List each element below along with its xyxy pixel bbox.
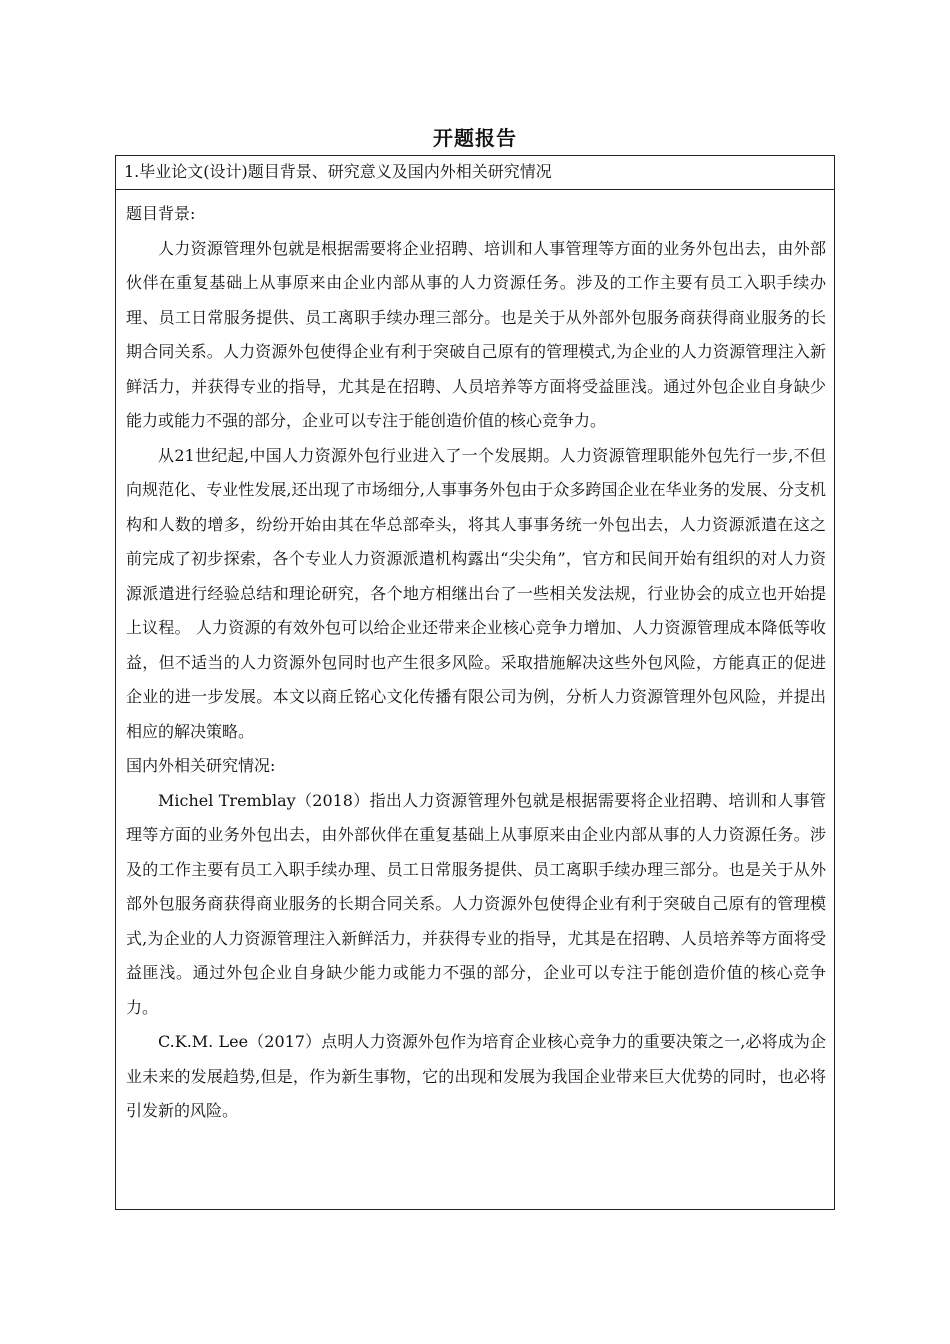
background-paragraph-1: 人力资源管理外包就是根据需要将企业招聘、培训和人事管理等方面的业务外包出去，由外部伙伴在重复基础上从事原来由企业内部从事的人力资源任务。涉及的工作主要有员工入职手续办理、员工日常服务提供、员工离职手续办理三部分。也是关于从外部外包服务商获得商业服务的长期合同关系。人力资源外包使得企业有利于突破自己原有的管理模式,为企业的人力资源管理注入新鲜活力，并获得专业的指导，尤其是在招聘、人员培养等方面将受益匪浅。通过外包企业自身缺少能力或能力不强的部分，企业可以专注于能创造价值的核心竞争力。	[126, 238, 826, 430]
research-label: 国内外相关研究情况:	[126, 756, 276, 775]
research-paragraph-1: Michel Tremblay（2018）指出人力资源管理外包就是根据需要将企业招聘、培训和人事管理等方面的业务外包出去，由外部伙伴在重复基础上从事原来由企业内部从事的人力资源任务。涉及的工作主要有员工入职手续办理、员工日常服务提供、员工离职手续办理三部分。也是关于从外部外包服务商获得商业服务的长期合同关系。人力资源外包使得企业有利于突破自己原有的管理模式,为企业的人力资源管理注入新鲜活力，并获得专业的指导，尤其是在招聘、人员培养等方面将受益匪浅。通过外包企业自身缺少能力或能力不强的部分，企业可以专注于能创造价值的核心竞争力。	[126, 790, 826, 1017]
page-title: 开题报告	[433, 126, 517, 150]
research-paragraph-2: C.K.M. Lee（2017）点明人力资源外包作为培育企业核心竞争力的重要决策之一,必将成为企业未来的发展趋势,但是，作为新生事物，它的出现和发展为我国企业带来巨大优势的同时，也必将引发新的风险。	[126, 1032, 826, 1120]
report-table	[115, 155, 835, 1210]
section-header: 1.毕业论文(设计)题目背景、研究意义及国内外相关研究情况	[116, 156, 834, 190]
background-label: 题目背景:	[126, 204, 196, 223]
background-paragraph-2: 从21世纪起,中国人力资源外包行业进入了一个发展期。人力资源管理职能外包先行一步,不但向规范化、专业性发展,还出现了市场细分,人事事务外包由于众多跨国企业在华业务的发展、分支机构和人数的增多，纷纷开始由其在华总部牵头，将其人事事务统一外包出去，人力资源派遣在这之前完成了初步探索，各个专业人力资源派遣机构露出“尖尖角”，官方和民间开始有组织的对人力资源派遣进行经验总结和理论研究，各个地方相继出台了一些相关发法规，行业协会的成立也开始提上议程。 人力资源的有效外包可以给企业还带来企业核心竞争力增加、人力资源管理成本降低等收益，但不适当的人力资源外包同时也产生很多风险。采取措施解决这些外包风险，方能真正的促进企业的进一步发展。本文以商丘铭心文化传播有限公司为例，分析人力资源管理外包风险，并提出相应的解决策略。	[126, 445, 826, 741]
section-content	[116, 190, 834, 1129]
